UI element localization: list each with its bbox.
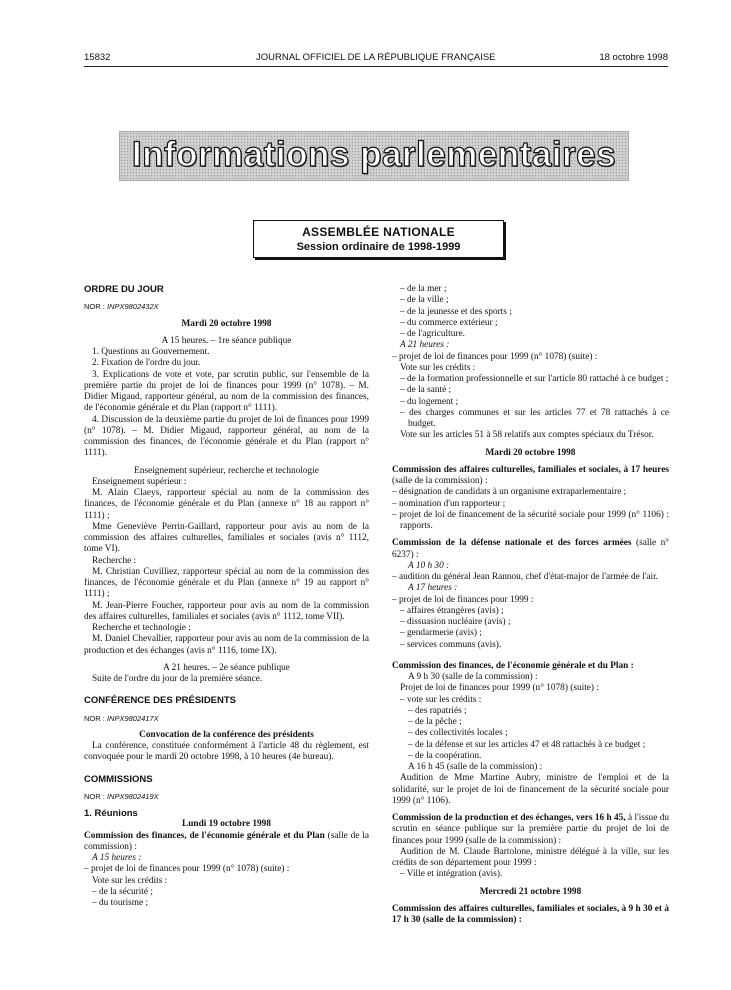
vote-label: Vote sur les articles 51 à 58 relatifs aux comptes spéciaux du Trésor.: [400, 430, 654, 441]
assembly-name: ASSEMBLÉE NATIONALE: [302, 225, 455, 239]
agenda-item: 2. Fixation de l'ordre du jour.: [92, 358, 201, 369]
list-item: – Ville et intégration (avis).: [400, 869, 503, 880]
nor-ref: NOR : INPX9802419X: [84, 791, 159, 801]
agenda-item: – projet de loi de finances pour 1999 (n° 1078) (suite) :: [392, 351, 598, 362]
agenda-item: – projet de loi de finances pour 1999 (n° 1078) (suite) :: [84, 864, 290, 875]
rapporteur-entry: M. Jean-Pierre Foucher, rapporteur pour avis au nom de la commission des affaires culturelles, familiales et sociales (avis n° 1112, tome VII).: [84, 600, 369, 622]
list-item: – de la défense et sur les articles 47 et 48 rattachés à ce budget ;: [408, 739, 646, 750]
list-item: – des rapatriés ;: [408, 705, 467, 716]
list-item: – affaires étrangères (avis) ;: [400, 605, 504, 616]
rapporteur-entry: Mme Geneviève Perrin-Gaillard, rapporteur pour avis au nom de la commission des affaires culturelles, familiales et sociales (avis n° 1112, tome VI).: [84, 521, 369, 555]
list-item: – de la sécurité ;: [92, 886, 153, 897]
commission-entry: Commission des finances, de l'économie générale et du Plan (salle de la commission) :: [84, 830, 370, 852]
right-column: [392, 284, 669, 926]
vote-label: Vote sur les crédits :: [92, 875, 168, 886]
audition-entry: Audition de M. Claude Bartolone, ministre délégué à la ville, sur les crédits de son département pour 1999 :: [392, 846, 669, 868]
agenda-item: Suite de l'ordre du jour de la première séance.: [92, 674, 263, 684]
session-name: Session ordinaire de 1998-1999: [296, 241, 461, 253]
subtopic-label: Recherche :: [92, 555, 137, 566]
list-item: – du commerce extérieur ;: [400, 317, 498, 328]
vote-label: Vote sur les crédits :: [400, 362, 476, 373]
journal-title: JOURNAL OFFICIEL DE LA RÉPUBLIQUE FRANÇAISE: [256, 52, 496, 63]
rapporteur-entry: M. Alain Claeys, rapporteur spécial au nom de la commission des finances, de l'économie générale et du Plan (annexe n° 18 au rapport n° 1111) ;: [84, 488, 369, 521]
day-heading: Mardi 20 octobre 1998: [181, 318, 272, 329]
commission-entry: Commission des affaires culturelles, familiales et sociales, à 17 heures (salle de la commission) :: [392, 464, 669, 486]
list-item: – audition du général Jean Rannou, chef d'état-major de l'armée de l'air.: [392, 572, 659, 582]
rapporteur-entry: M. Daniel Chevallier, rapporteur pour avis au nom de la commission de la production et des échanges (avis n° 1116, tome IX).: [84, 634, 369, 656]
list-item: – des collectivités locales ;: [408, 728, 508, 739]
time-label: A 17 heures :: [408, 583, 458, 594]
nor-ref: NOR : INPX9802432X: [84, 302, 159, 312]
list-item: – des charges communes et sur les articles 77 et 78 rattachés à ce budget.: [400, 407, 669, 429]
subsection-reunions: 1. Réunions: [84, 808, 138, 819]
section-title-commissions: COMMISSIONS: [84, 773, 153, 785]
list-item: – de la pêche ;: [408, 717, 462, 727]
list-item: – du tourisme ;: [92, 898, 149, 908]
page-number: 15832: [84, 52, 111, 63]
day-heading: Mardi 20 octobre 1998: [485, 447, 576, 458]
left-column: [84, 284, 369, 909]
time-label: A 15 heures :: [92, 853, 142, 863]
assembly-box: [253, 220, 504, 258]
list-item: – projet de loi de financement de la sécurité sociale pour 1999 (n° 1106) : rapports.: [392, 509, 669, 531]
time-label: A 9 h 30 (salle de la commission) :: [408, 672, 538, 682]
session-time: A 21 heures. – 2e séance publique: [163, 662, 290, 673]
convocation-text: La conférence, constituée conformément à l'article 48 du règlement, est convoquée pour le mardi 20 octobre 1998, à 10 heures (4e bureau).: [84, 741, 369, 763]
issue-date: 18 octobre 1998: [599, 52, 668, 63]
subtopic-label: Recherche et technologie :: [92, 623, 191, 633]
list-item: – de la coopération.: [408, 750, 482, 761]
list-item: – désignation de candidats à un organisme extraparlementaire ;: [392, 487, 627, 498]
header-rule: [84, 66, 668, 67]
time-label: A 16 h 45 (salle de la commission) :: [408, 762, 543, 772]
audition-entry: Audition de Mme Martine Aubry, ministre de l'emploi et de la solidarité, sur le projet de loi de financement de la sécurité sociale pour 1999 (n° 1106).: [392, 773, 669, 806]
section-title-cdp: CONFÉRENCE DES PRÉSIDENTS: [84, 695, 237, 707]
day-heading: Lundi 19 octobre 1998: [182, 819, 271, 830]
time-label: A 21 heures :: [400, 340, 450, 351]
list-item: – de la santé ;: [400, 385, 452, 396]
list-item: – de la formation professionnelle et sur l'article 80 rattaché à ce budget ;: [400, 374, 669, 384]
list-item: – du logement ;: [400, 396, 459, 407]
nor-ref: NOR : INPX9802417X: [84, 713, 159, 723]
list-item: – de la mer ;: [400, 284, 447, 294]
list-item: – de la ville ;: [400, 295, 449, 306]
subtopic-label: Enseignement supérieur :: [92, 476, 187, 487]
banner-title: Informations parlementaires: [131, 135, 617, 174]
agenda-item: 4. Discussion de la deuxième partie du projet de loi de finances pour 1999 (n° 1078). – M. Didier Migaud, rapporteur général, au nom de la commission des finances, de l'économie générale et du Plan (rapport n° 1111).: [84, 414, 369, 459]
topic-heading: Enseignement supérieur, recherche et technologie: [134, 465, 319, 476]
commission-entry: Commission de la défense nationale et des forces armées (salle n° 6237) :: [392, 538, 669, 560]
commission-entry: Commission de la production et des échanges, vers 16 h 45, à l'issue du scrutin en séance publique sur la première partie du projet de loi de finances pour 1999 (salle de la commission) :: [392, 813, 669, 846]
commission-entry: Commission des affaires culturelles, familiales et sociales, à 9 h 30 et à 17 h 30 (salle de la commission) :: [392, 903, 669, 925]
convocation-title: Convocation de la conférence des présidents: [139, 729, 314, 740]
rapporteur-entry: M. Christian Cuvilliez, rapporteur spécial au nom de la commission des finances, de l'économie générale et du Plan (annexe n° 19 au rapport n° 1111) ;: [84, 566, 369, 600]
list-item: – gendarmerie (avis) ;: [400, 628, 482, 639]
list-item: – de la jeunesse et des sports ;: [400, 306, 512, 317]
commission-entry: Commission des finances, de l'économie générale et du Plan :: [392, 660, 634, 671]
time-label: A 10 h 30 :: [408, 560, 450, 571]
section-banner: [119, 131, 629, 181]
list-item: – projet de loi de finances pour 1999 :: [392, 594, 534, 605]
section-title-odj: ORDRE DU JOUR: [84, 284, 164, 295]
session-time: A 15 heures. – 1re séance publique: [161, 335, 292, 346]
vote-label: – vote sur les crédits :: [400, 694, 482, 705]
list-item: – services communs (avis).: [400, 639, 502, 650]
list-item: – nomination d'un rapporteur ;: [392, 498, 506, 509]
day-heading: Mercredi 21 octobre 1998: [479, 886, 582, 897]
agenda-item: 1. Questions au Gouvernement.: [92, 347, 210, 357]
agenda-item: Projet de loi de finances pour 1999 (n° 1078) (suite) :: [400, 683, 599, 694]
list-item: – de l'agriculture.: [400, 329, 465, 339]
agenda-item: 3. Explications de vote et vote, par scrutin public, sur l'ensemble de la première partie du projet de loi de finances pour 1999 (n° 1078). – M. Didier Migaud, rapporteur général, au nom de la commission des finances, de l'économie générale et du Plan (rapport n° 1111).: [84, 369, 369, 414]
list-item: – dissuasion nucléaire (avis) ;: [400, 617, 511, 627]
